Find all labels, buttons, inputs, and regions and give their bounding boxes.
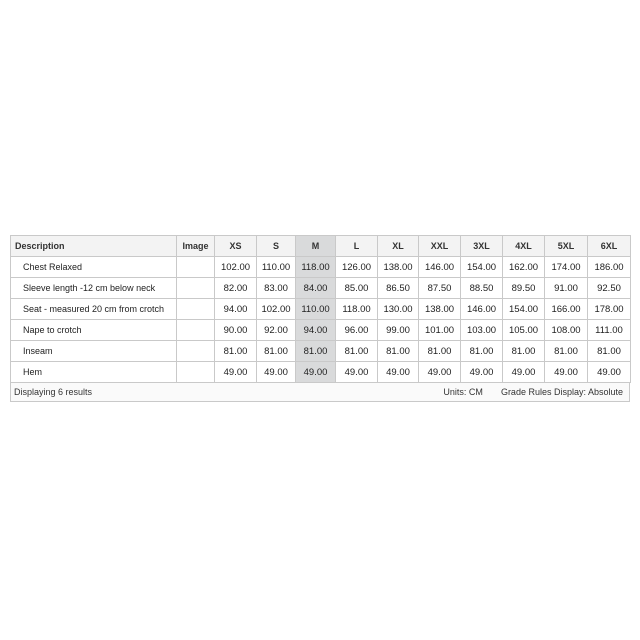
measurement-cell: 49.00 xyxy=(257,362,296,383)
row-description: Sleeve length -12 cm below neck xyxy=(11,278,177,299)
measurement-cell: 85.00 xyxy=(336,278,378,299)
measurement-cell: 49.00 xyxy=(419,362,461,383)
table-footer xyxy=(10,383,630,402)
measurement-cell: 81.00 xyxy=(215,341,257,362)
measurement-cell: 81.00 xyxy=(378,341,419,362)
row-description: Inseam xyxy=(11,341,177,362)
measurement-cell: 146.00 xyxy=(461,299,503,320)
row-description: Nape to crotch xyxy=(11,320,177,341)
table-row xyxy=(11,299,631,320)
column-header-size-s[interactable]: S xyxy=(257,236,296,257)
grade-rules-label: Grade Rules Display: Absolute xyxy=(500,387,623,397)
measurement-cell: 126.00 xyxy=(336,257,378,278)
row-description: Chest Relaxed xyxy=(11,257,177,278)
measurement-cell: 110.00 xyxy=(296,299,336,320)
measurement-cell: 86.50 xyxy=(378,278,419,299)
measurement-cell: 88.50 xyxy=(461,278,503,299)
measurement-cell: 49.00 xyxy=(336,362,378,383)
measurement-cell: 81.00 xyxy=(588,341,631,362)
column-header-size-m[interactable]: M xyxy=(296,236,336,257)
column-header-image[interactable]: Image xyxy=(177,236,215,257)
measurement-cell: 102.00 xyxy=(215,257,257,278)
table-row xyxy=(11,278,631,299)
row-image-cell xyxy=(177,341,215,362)
size-chart-table xyxy=(10,235,631,383)
measurement-cell: 96.00 xyxy=(336,320,378,341)
measurement-cell: 101.00 xyxy=(419,320,461,341)
measurement-cell: 154.00 xyxy=(503,299,545,320)
header-row xyxy=(11,236,631,257)
measurement-cell: 49.00 xyxy=(461,362,503,383)
units-label: Units: CM xyxy=(443,387,483,397)
table-row xyxy=(11,362,631,383)
measurement-cell: 99.00 xyxy=(378,320,419,341)
column-header-description[interactable]: Description xyxy=(11,236,177,257)
measurement-cell: 130.00 xyxy=(378,299,419,320)
row-description: Seat - measured 20 cm from crotch xyxy=(11,299,177,320)
measurement-cell: 154.00 xyxy=(461,257,503,278)
measurement-cell: 81.00 xyxy=(336,341,378,362)
measurement-cell: 83.00 xyxy=(257,278,296,299)
size-chart xyxy=(10,235,630,402)
column-header-size-xs[interactable]: XS xyxy=(215,236,257,257)
column-header-size-4xl[interactable]: 4XL xyxy=(503,236,545,257)
measurement-cell: 94.00 xyxy=(296,320,336,341)
column-header-size-6xl[interactable]: 6XL xyxy=(588,236,631,257)
measurement-cell: 92.00 xyxy=(257,320,296,341)
measurement-cell: 49.00 xyxy=(215,362,257,383)
measurement-cell: 49.00 xyxy=(588,362,631,383)
measurement-cell: 91.00 xyxy=(545,278,588,299)
row-image-cell xyxy=(177,257,215,278)
measurement-cell: 94.00 xyxy=(215,299,257,320)
measurement-cell: 103.00 xyxy=(461,320,503,341)
measurement-cell: 162.00 xyxy=(503,257,545,278)
measurement-cell: 82.00 xyxy=(215,278,257,299)
measurement-cell: 90.00 xyxy=(215,320,257,341)
table-row xyxy=(11,341,631,362)
measurement-cell: 108.00 xyxy=(545,320,588,341)
measurement-cell: 81.00 xyxy=(503,341,545,362)
measurement-cell: 186.00 xyxy=(588,257,631,278)
column-header-size-xxl[interactable]: XXL xyxy=(419,236,461,257)
measurement-cell: 138.00 xyxy=(419,299,461,320)
column-header-size-xl[interactable]: XL xyxy=(378,236,419,257)
column-header-size-3xl[interactable]: 3XL xyxy=(461,236,503,257)
measurement-cell: 178.00 xyxy=(588,299,631,320)
measurement-cell: 102.00 xyxy=(257,299,296,320)
measurement-cell: 49.00 xyxy=(296,362,336,383)
measurement-cell: 146.00 xyxy=(419,257,461,278)
measurement-cell: 81.00 xyxy=(419,341,461,362)
measurement-cell: 81.00 xyxy=(461,341,503,362)
row-description: Hem xyxy=(11,362,177,383)
measurement-cell: 49.00 xyxy=(503,362,545,383)
row-image-cell xyxy=(177,299,215,320)
measurement-cell: 174.00 xyxy=(545,257,588,278)
measurement-cell: 49.00 xyxy=(545,362,588,383)
measurement-cell: 105.00 xyxy=(503,320,545,341)
measurement-cell: 81.00 xyxy=(257,341,296,362)
measurement-cell: 84.00 xyxy=(296,278,336,299)
table-row xyxy=(11,320,631,341)
table-body xyxy=(11,257,631,383)
measurement-cell: 118.00 xyxy=(296,257,336,278)
measurement-cell: 92.50 xyxy=(588,278,631,299)
measurement-cell: 81.00 xyxy=(545,341,588,362)
table-row xyxy=(11,257,631,278)
measurement-cell: 138.00 xyxy=(378,257,419,278)
measurement-cell: 87.50 xyxy=(419,278,461,299)
column-header-size-5xl[interactable]: 5XL xyxy=(545,236,588,257)
measurement-cell: 110.00 xyxy=(257,257,296,278)
results-count: Displaying 6 results xyxy=(14,387,93,397)
measurement-cell: 89.50 xyxy=(503,278,545,299)
row-image-cell xyxy=(177,362,215,383)
measurement-cell: 111.00 xyxy=(588,320,631,341)
measurement-cell: 166.00 xyxy=(545,299,588,320)
row-image-cell xyxy=(177,320,215,341)
footer-info xyxy=(443,387,629,397)
row-image-cell xyxy=(177,278,215,299)
measurement-cell: 118.00 xyxy=(336,299,378,320)
measurement-cell: 81.00 xyxy=(296,341,336,362)
column-header-size-l[interactable]: L xyxy=(336,236,378,257)
measurement-cell: 49.00 xyxy=(378,362,419,383)
